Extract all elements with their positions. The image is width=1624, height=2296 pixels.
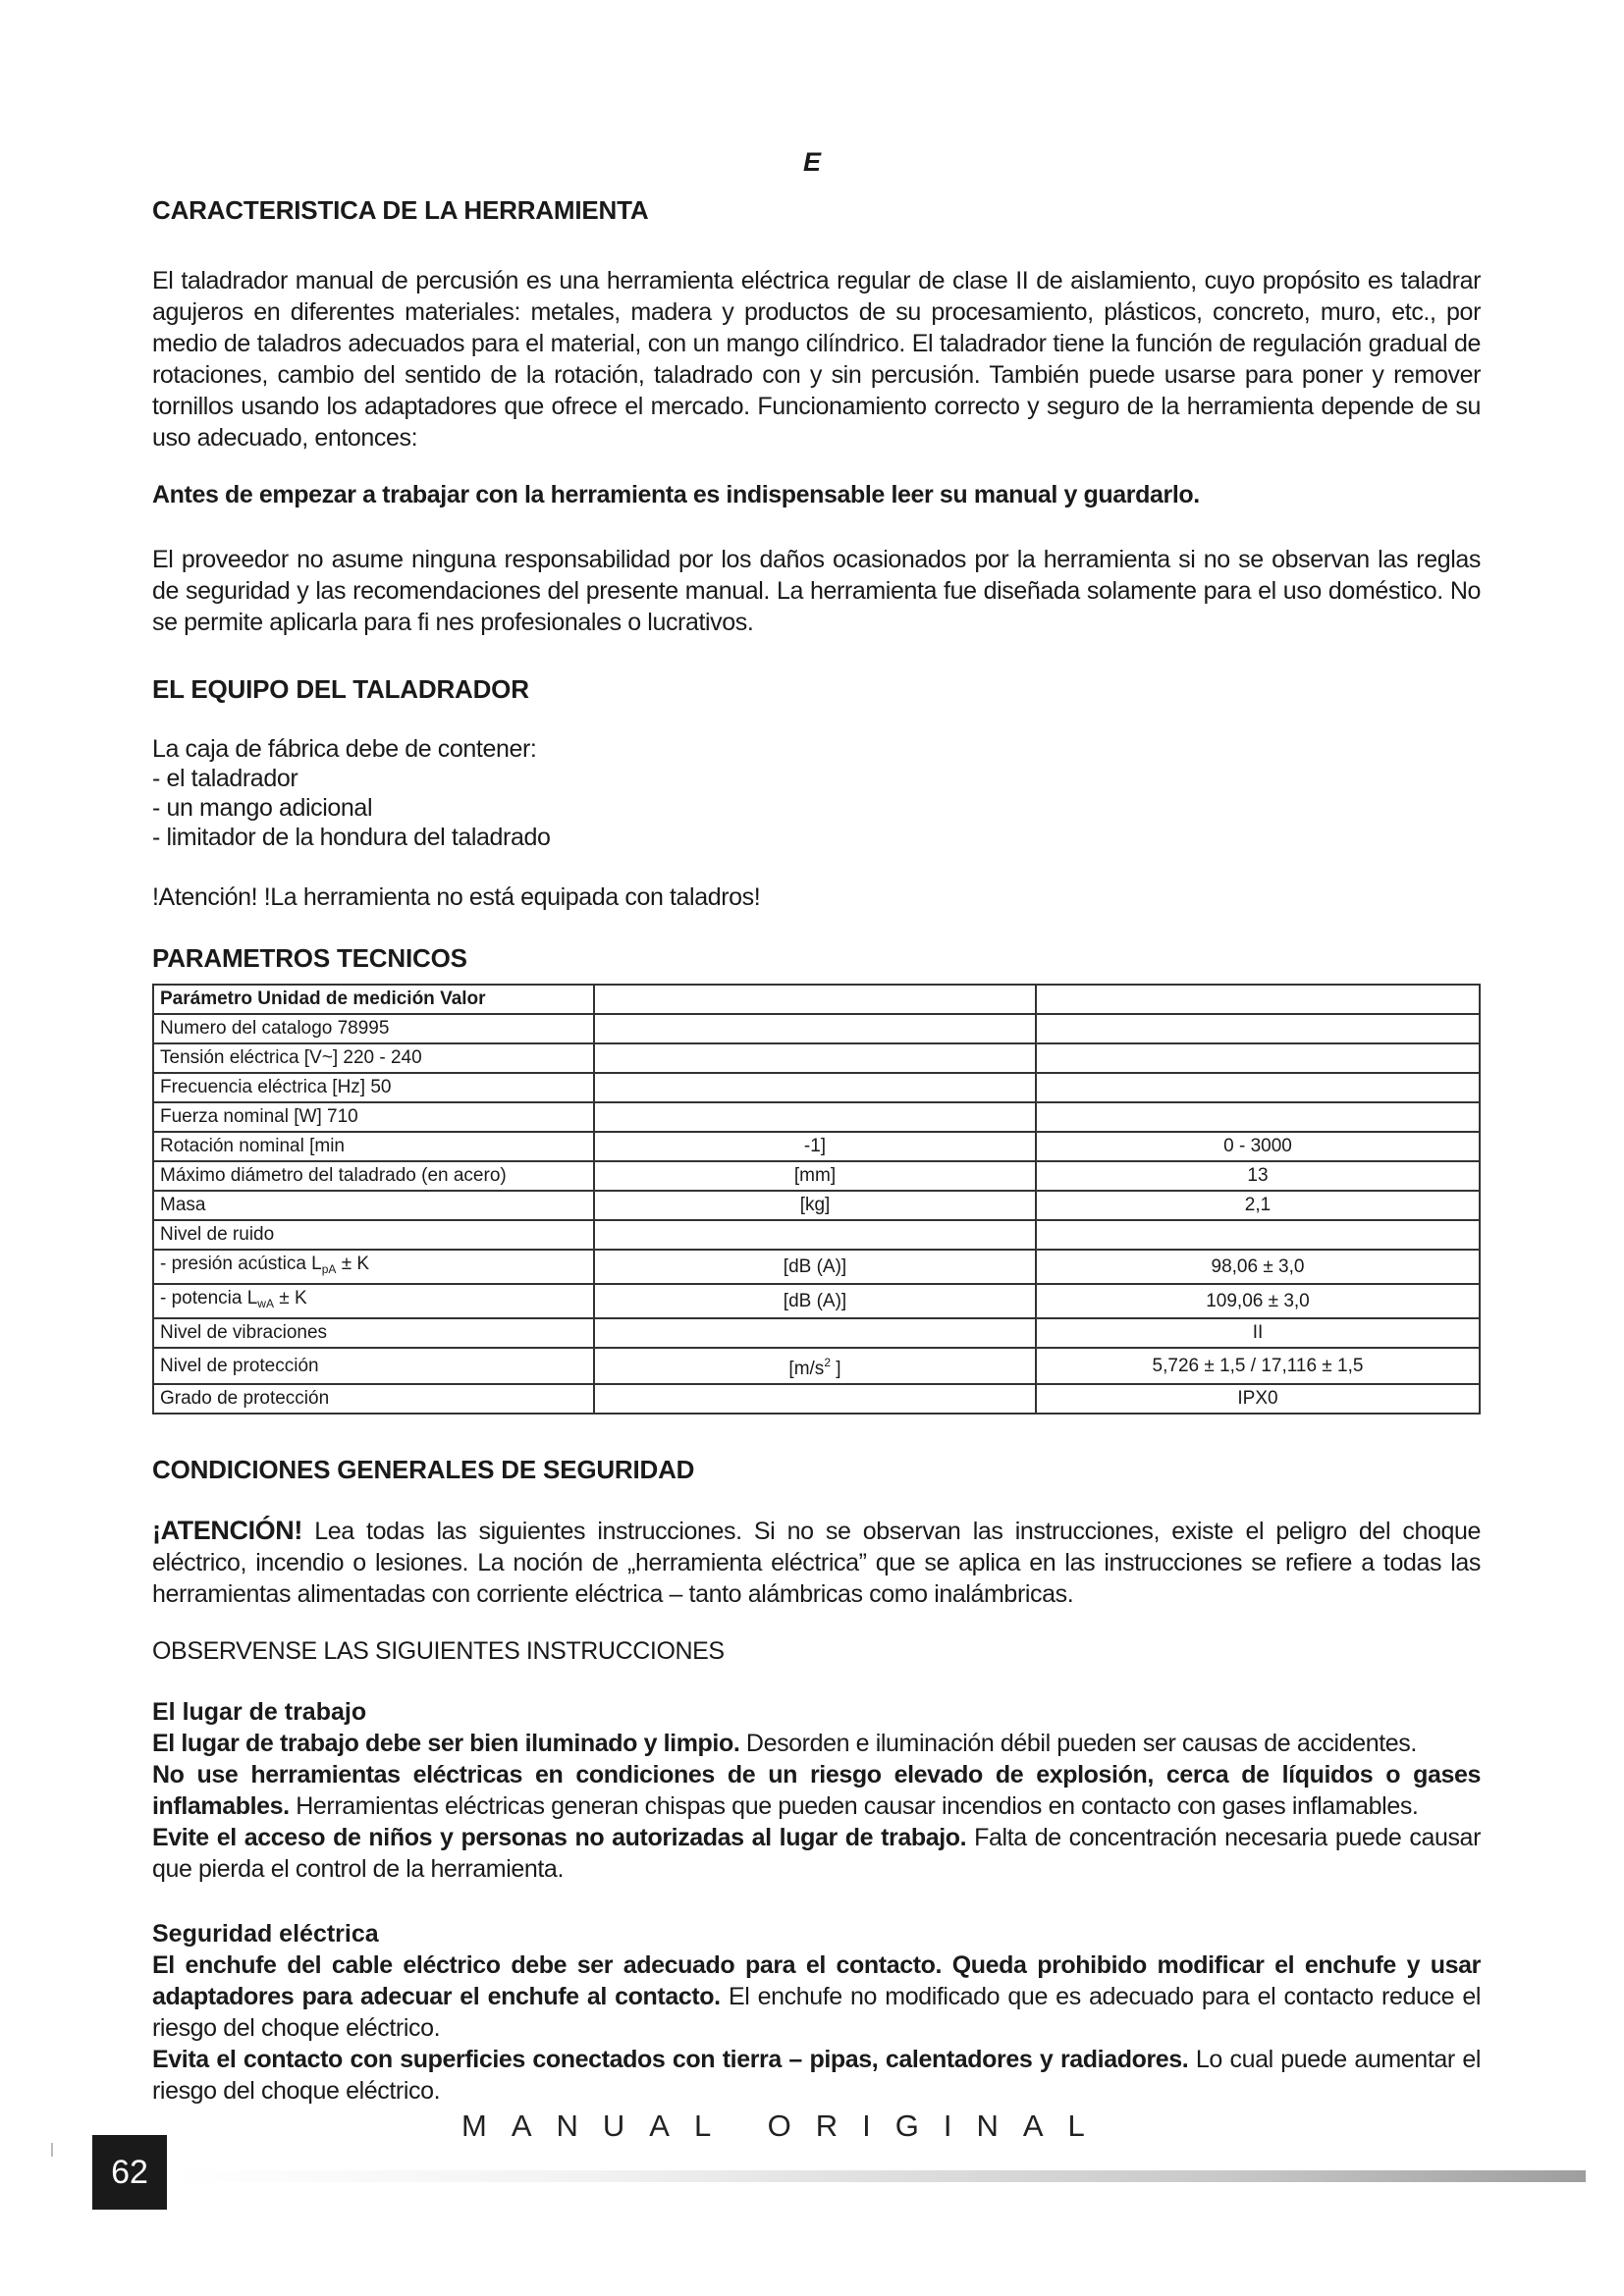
paragraph-lugar-1: El lugar de trabajo debe ser bien iluminado y limpio. Desorden e iluminación débil pueden ser causas de accidentes.: [152, 1730, 1417, 1757]
subsection-title-electrica: Seguridad eléctrica: [152, 1920, 379, 1948]
section-title-condiciones: CONDICIONES GENERALES DE SEGURIDAD: [152, 1455, 695, 1484]
table-row: Fuerza nominal [W] 710: [153, 1102, 1480, 1132]
paragraph-lugar-3: Evite el acceso de niños y personas no autorizadas al lugar de trabajo. Falta de concentración necesaria puede causar que pierda el control de la herramienta.: [152, 1824, 1481, 1883]
table-row: - presión acústica $L_{pA} \pm K$ [dB (A)] 98,06 ± 3,0: [153, 1250, 1480, 1284]
list-item: - un mango adicional: [152, 794, 373, 822]
paragraph-liability: El proveedor no asume ninguna responsabilidad por los daños ocasionados por la herramienta si no se observan las reglas de seguridad y las recomendaciones del presente manual. La herramienta fue diseñada solamente para el uso doméstico. No se permite aplicarla para fi nes profesionales o lucrativos.: [152, 546, 1481, 636]
paragraph-electrica-2: Evita el contacto con superficies conectados con tierra – pipas, calentadores y radiadores. Lo cual puede aumentar el riesgo del choque eléctrico.: [152, 2046, 1482, 2105]
margin-tick: [51, 2143, 53, 2157]
paragraph-read-manual: Antes de empezar a trabajar con la herramienta es indispensable leer su manual y guardarlo.: [152, 481, 1200, 508]
table-row: - potencia $L_{wA} \pm K$ [dB (A)] 109,06 ± 3,0: [153, 1284, 1480, 1318]
atencion-label: ¡ATENCIÓN!: [152, 1516, 302, 1545]
footer-gradient-bar: [167, 2170, 1586, 2182]
page-number: 62: [92, 2135, 167, 2210]
paragraph-atencion: ¡ATENCIÓN! Lea todas las siguientes instrucciones. Si no se observan las instrucciones, existe el peligro del choque eléctrico, incendio o lesiones. La noción de „herramienta eléctrica” que se aplica en las instrucciones se refiere a todas las herramientas alimentadas con corriente eléctrica – tanto alámbricas como inalámbricas.: [152, 1516, 1481, 1608]
subsection-title-lugar: El lugar de trabajo: [152, 1698, 367, 1726]
section-title-equipo: EL EQUIPO DEL TALADRADOR: [152, 674, 529, 704]
page-content: [152, 194, 1481, 2107]
table-row: Frecuencia eléctrica [Hz] 50: [153, 1073, 1480, 1102]
table-row: Parámetro Unidad de medición Valor: [153, 985, 1480, 1014]
table-row: Máximo diámetro del taladrado (en acero) [mm] 13: [153, 1161, 1480, 1191]
list-item: - el taladrador: [152, 765, 298, 792]
equipment-intro: La caja de fábrica debe de contener:: [152, 735, 537, 763]
table-row: Rotación nominal [min -1] 0 - 3000: [153, 1132, 1480, 1161]
equipment-list: [152, 734, 1481, 852]
table-row: Nivel de ruido: [153, 1220, 1480, 1250]
observe-instructions: OBSERVENSE LAS SIGUIENTES INSTRUCCIONES: [152, 1637, 725, 1665]
table-row: Grado de protección IPX0: [153, 1384, 1480, 1414]
technical-parameters-table: [152, 984, 1481, 1415]
section-title-caracteristica: CARACTERISTICA DE LA HERRAMIENTA: [152, 195, 649, 225]
section-title-parametros: PARAMETROS TECNICOS: [152, 943, 467, 973]
equipment-warning: !Atención! !La herramienta no está equipada con taladros!: [152, 883, 761, 911]
table-row: Masa [kg] 2,1: [153, 1191, 1480, 1220]
table-row: Tensión eléctrica [V~] 220 - 240: [153, 1043, 1480, 1073]
paragraph-lugar-2: No use herramientas eléctricas en condiciones de un riesgo elevado de explosión, cerca de líquidos o gases inflamables. Herramientas eléctricas generan chispas que pueden causar incendios en contacto con gases inflamables.: [152, 1761, 1481, 1820]
table-row: Numero del catalogo 78995: [153, 1014, 1480, 1043]
paragraph-electrica-1: El enchufe del cable eléctrico debe ser adecuado para el contacto. Queda prohibido modificar el enchufe y usar adaptadores para adecuar el enchufe al contacto. El enchufe no modificado que es adecuado para el contacto reduce el riesgo del choque eléctrico.: [152, 1951, 1481, 2042]
table-row: Nivel de protección [$m/s^2$ ] 5,726 ± 1,5 / 17,116 ± 1,5: [153, 1348, 1480, 1384]
list-item: - limitador de la hondura del taladrado: [152, 824, 551, 851]
language-mark: E: [803, 147, 822, 177]
footer-title: MANUAL ORIGINAL: [461, 2109, 1110, 2143]
paragraph-description: El taladrador manual de percusión es una herramienta eléctrica regular de clase II de aislamiento, cuyo propósito es taladrar agujeros en diferentes materiales: metales, madera y productos de su procesamiento, plásticos, concreto, muro, etc., por medio de taladros adecuados para el material, con un mango cilíndrico. El taladrador tiene la función de regulación gradual de rotaciones, cambio del sentido de la rotación, taladrado con y sin percusión. También puede usarse para poner y remover tornillos usando los adaptadores que ofrece el mercado. Funcionamiento correcto y seguro de la herramienta depende de su uso adecuado, entonces:: [152, 267, 1481, 452]
table-row: Nivel de vibraciones II: [153, 1318, 1480, 1348]
